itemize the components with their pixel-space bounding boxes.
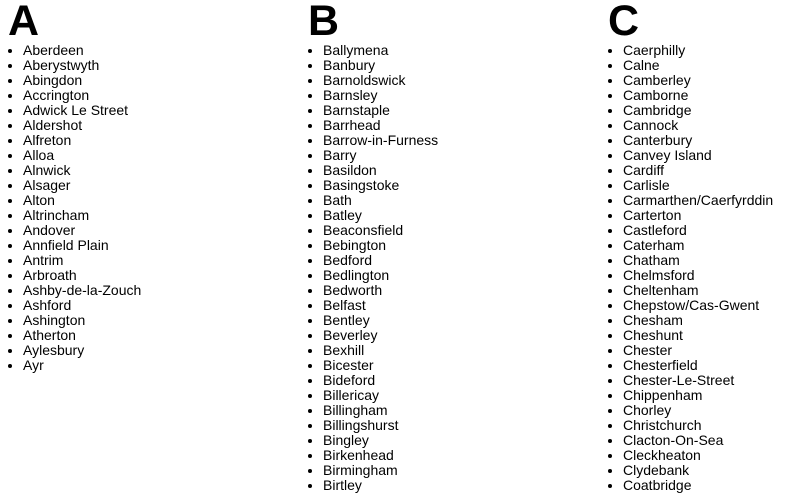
town-list-item: Altrincham xyxy=(8,208,141,223)
town-list-item: Chatham xyxy=(608,253,773,268)
town-list-item: Canterbury xyxy=(608,133,773,148)
town-list-a xyxy=(8,43,141,373)
town-list-item: Bath xyxy=(308,193,438,208)
town-list-item: Billingshurst xyxy=(308,418,438,433)
town-list-item: Bedford xyxy=(308,253,438,268)
town-list-item: Ashby-de-la-Zouch xyxy=(8,283,141,298)
town-list-item: Cheltenham xyxy=(608,283,773,298)
town-list-item: Carterton xyxy=(608,208,773,223)
town-list-item: Carlisle xyxy=(608,178,773,193)
town-list-item: Bicester xyxy=(308,358,438,373)
town-list-item: Birmingham xyxy=(308,463,438,478)
town-list-item: Bedworth xyxy=(308,283,438,298)
town-list-item: Christchurch xyxy=(608,418,773,433)
town-list-item: Banbury xyxy=(308,58,438,73)
town-list-item: Chesham xyxy=(608,313,773,328)
town-list-item: Billingham xyxy=(308,403,438,418)
town-list-item: Alton xyxy=(8,193,141,208)
town-list-item: Bideford xyxy=(308,373,438,388)
town-list-item: Barrow-in-Furness xyxy=(308,133,438,148)
town-list-item: Cambridge xyxy=(608,103,773,118)
town-list-item: Billericay xyxy=(308,388,438,403)
town-list-item: Caterham xyxy=(608,238,773,253)
town-list-item: Chepstow/Cas-Gwent xyxy=(608,298,773,313)
letter-heading-c: C xyxy=(608,0,639,45)
town-list-item: Basingstoke xyxy=(308,178,438,193)
town-list-item: Chesterfield xyxy=(608,358,773,373)
town-list-item: Ayr xyxy=(8,358,141,373)
town-list-item: Annfield Plain xyxy=(8,238,141,253)
town-list-item: Bebington xyxy=(308,238,438,253)
town-list-item: Alsager xyxy=(8,178,141,193)
town-list-item: Aylesbury xyxy=(8,343,141,358)
town-list-item: Adwick Le Street xyxy=(8,103,141,118)
town-list-item: Coatbridge xyxy=(608,478,773,493)
town-list-item: Chippenham xyxy=(608,388,773,403)
town-list-item: Barrhead xyxy=(308,118,438,133)
town-list-item: Beverley xyxy=(308,328,438,343)
column-c xyxy=(608,0,773,493)
town-list-item: Barnoldswick xyxy=(308,73,438,88)
town-list-item: Antrim xyxy=(8,253,141,268)
town-list-item: Ashford xyxy=(8,298,141,313)
town-list-item: Clacton-On-Sea xyxy=(608,433,773,448)
town-list-item: Alloa xyxy=(8,148,141,163)
town-list-item: Barnsley xyxy=(308,88,438,103)
town-list-item: Accrington xyxy=(8,88,141,103)
town-list-item: Canvey Island xyxy=(608,148,773,163)
town-list-item: Bingley xyxy=(308,433,438,448)
town-list-item: Birkenhead xyxy=(308,448,438,463)
town-list-item: Barnstaple xyxy=(308,103,438,118)
town-list-item: Chelmsford xyxy=(608,268,773,283)
town-list-b xyxy=(308,43,438,493)
town-list-item: Aldershot xyxy=(8,118,141,133)
town-list-item: Cheshunt xyxy=(608,328,773,343)
town-list-item: Bedlington xyxy=(308,268,438,283)
town-list-item: Clydebank xyxy=(608,463,773,478)
town-list-item: Chorley xyxy=(608,403,773,418)
town-list-item: Alnwick xyxy=(8,163,141,178)
town-list-item: Castleford xyxy=(608,223,773,238)
town-list-item: Camberley xyxy=(608,73,773,88)
town-list-item: Ashington xyxy=(8,313,141,328)
town-list-item: Basildon xyxy=(308,163,438,178)
column-b xyxy=(308,0,438,493)
letter-heading-b: B xyxy=(308,0,339,45)
town-list-item: Bentley xyxy=(308,313,438,328)
town-list-item: Cannock xyxy=(608,118,773,133)
town-list-item: Aberystwyth xyxy=(8,58,141,73)
town-list-item: Caerphilly xyxy=(608,43,773,58)
town-list-item: Cardiff xyxy=(608,163,773,178)
town-list-item: Calne xyxy=(608,58,773,73)
column-a xyxy=(8,0,141,373)
town-list-item: Bexhill xyxy=(308,343,438,358)
town-list-item: Atherton xyxy=(8,328,141,343)
town-list-item: Chester xyxy=(608,343,773,358)
town-list-item: Belfast xyxy=(308,298,438,313)
town-list-c xyxy=(608,43,773,493)
town-list-item: Beaconsfield xyxy=(308,223,438,238)
town-list-item: Arbroath xyxy=(8,268,141,283)
town-list-item: Batley xyxy=(308,208,438,223)
town-list-item: Carmarthen/Caerfyrddin xyxy=(608,193,773,208)
town-list-item: Abingdon xyxy=(8,73,141,88)
town-list-item: Camborne xyxy=(608,88,773,103)
town-list-item: Birtley xyxy=(308,478,438,493)
town-list-item: Aberdeen xyxy=(8,43,141,58)
town-list-item: Barry xyxy=(308,148,438,163)
town-list-item: Alfreton xyxy=(8,133,141,148)
town-list-item: Cleckheaton xyxy=(608,448,773,463)
town-list-item: Ballymena xyxy=(308,43,438,58)
town-list-item: Andover xyxy=(8,223,141,238)
town-list-item: Chester-Le-Street xyxy=(608,373,773,388)
letter-heading-a: A xyxy=(8,0,39,45)
